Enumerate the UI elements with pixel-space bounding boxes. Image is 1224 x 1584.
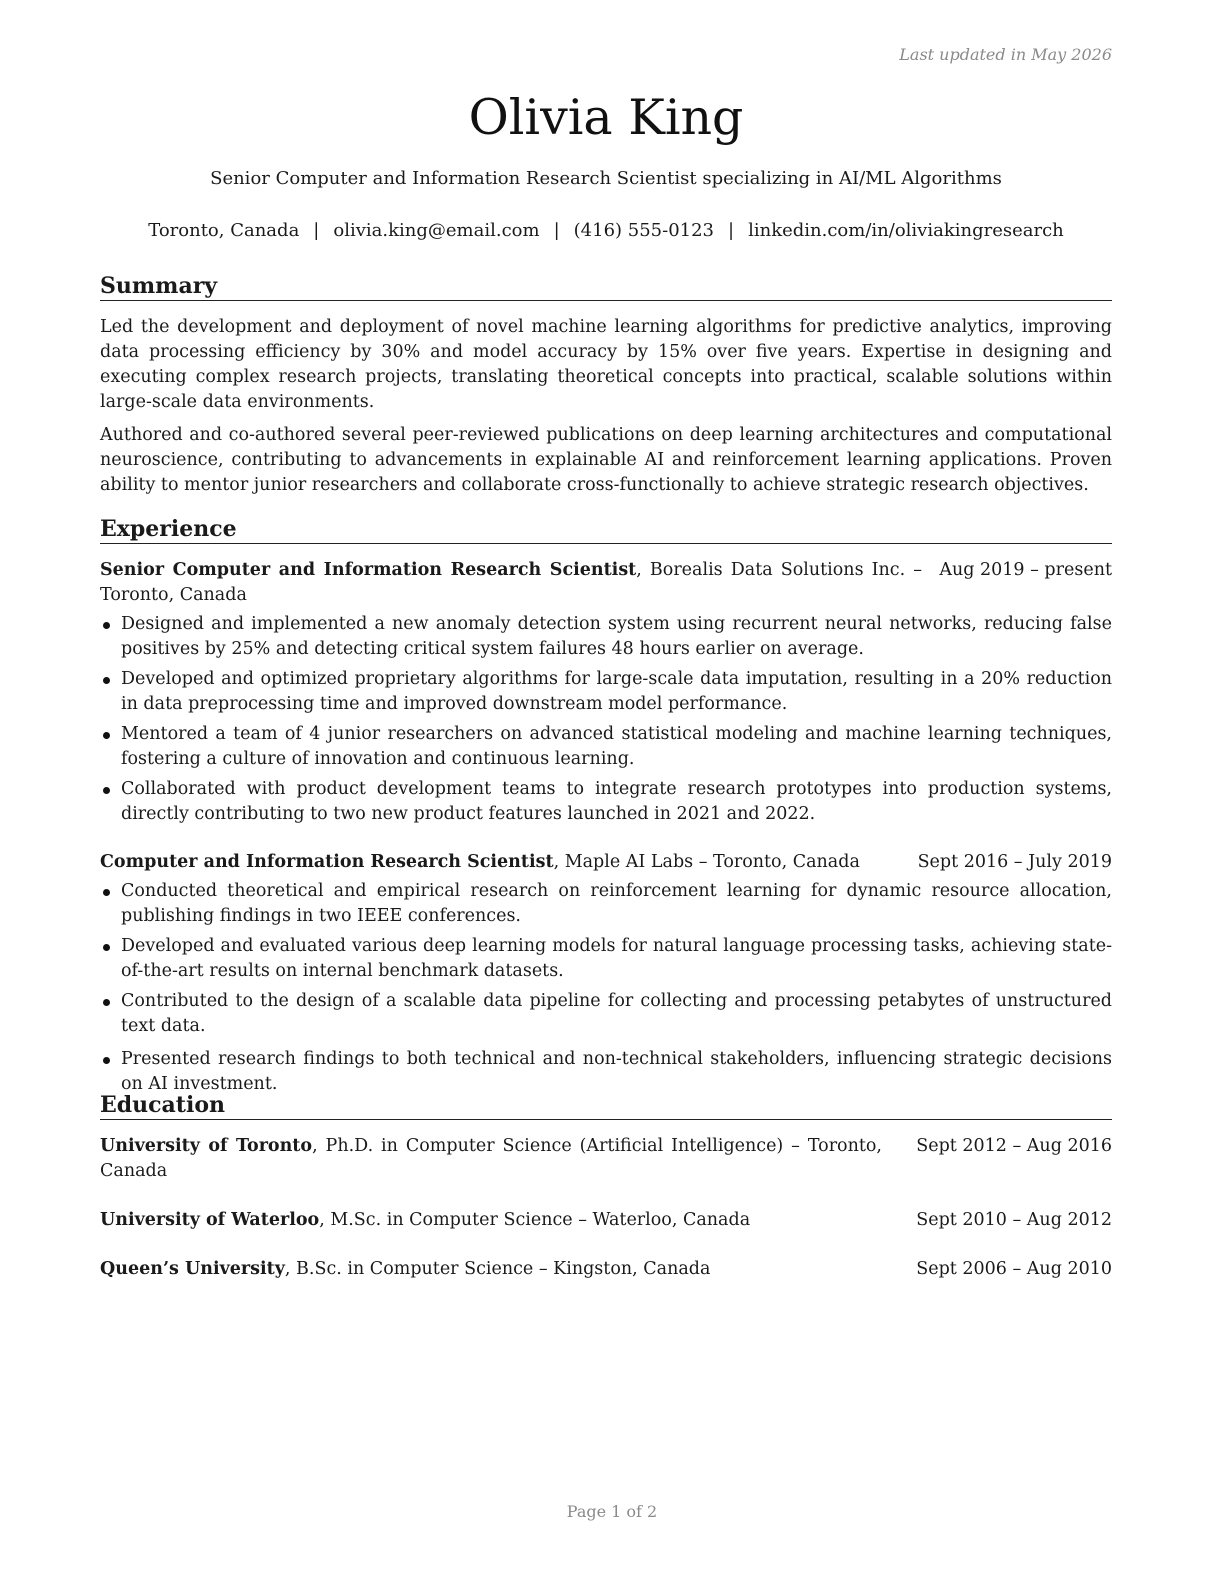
education-school: University of Waterloo (100, 1210, 320, 1230)
education-detail: , M.Sc. in Computer Science – Waterloo, Canada (319, 1210, 751, 1230)
page-number-footer: Page 1 of 2 (566, 1502, 658, 1521)
education-section (100, 1091, 1112, 1282)
list-item: Conducted theoretical and empirical research on reinforcement learning for dynamic resource allocation, publishing findings in two IEEE conferences. (100, 879, 1112, 929)
bullet-dot-icon (103, 732, 110, 739)
summary-paragraph: Led the development and deployment of novel machine learning algorithms for predictive analytics, improving data processing efficiency by 30% and model accuracy by 15% over five years. Expertise in designing and executing complex research projects, translating theoretical concepts into practical, scalable solutions within large-scale data environments. (100, 317, 1112, 412)
contact-location: Toronto, Canada (148, 220, 300, 241)
education-dates: Sept 2012 – Aug 2016 (916, 1136, 1112, 1156)
job-bullets (100, 879, 1112, 1097)
job-entry (100, 850, 1112, 1097)
job-entry (100, 558, 1112, 827)
bullet-dot-icon (103, 944, 110, 951)
contact-phone[interactable]: (416) 555-0123 (573, 220, 715, 241)
education-detail: , Ph.D. in Computer Science (Artificial Intelligence) – Toronto, Canada (100, 1136, 882, 1181)
candidate-name: Olivia King (468, 89, 744, 146)
bullet-dot-icon (103, 889, 110, 896)
education-school: University of Toronto (100, 1136, 313, 1156)
education-school: Queen’s University (100, 1259, 285, 1279)
job-org: , Borealis Data Solutions Inc. – Toronto, Canada (100, 560, 922, 605)
list-item: Contributed to the design of a scalable data pipeline for collecting and processing petabytes of unstructured text data. (100, 989, 1112, 1039)
list-item: Developed and evaluated various deep learning models for natural language processing tasks, achieving state-of-the-art results on internal benchmark datasets. (100, 934, 1112, 984)
section-title-experience: Experience (100, 515, 1112, 544)
experience-section (100, 515, 1112, 1097)
bullet-dot-icon (103, 1057, 110, 1064)
list-item: Designed and implemented a new anomaly detection system using recurrent neural networks, reducing false positives by 25% and detecting critical system failures 48 hours earlier on average. (100, 612, 1112, 662)
bullet-dot-icon (103, 622, 110, 629)
job-heading (100, 558, 1112, 608)
section-title-education: Education (100, 1091, 1112, 1120)
education-entry (100, 1208, 1112, 1233)
bullet-dot-icon (103, 999, 110, 1006)
job-bullets (100, 612, 1112, 827)
last-updated-note: Last updated in May 2026 (899, 45, 1112, 64)
job-heading (100, 850, 1112, 875)
education-dates: Sept 2006 – Aug 2010 (916, 1259, 1112, 1279)
education-entry (100, 1257, 1112, 1282)
job-role: Computer and Information Research Scientist (100, 852, 554, 872)
education-detail: , B.Sc. in Computer Science – Kingston, Canada (284, 1259, 711, 1279)
contact-separator: | (313, 220, 320, 241)
job-org: , Maple AI Labs – Toronto, Canada (553, 852, 860, 872)
education-dates: Sept 2010 – Aug 2012 (916, 1210, 1112, 1230)
list-item: Collaborated with product development teams to integrate research prototypes into production systems, directly contributing to two new product features launched in 2021 and 2022. (100, 777, 1112, 827)
summary-paragraph: Authored and co-authored several peer-reviewed publications on deep learning architectures and computational neuroscience, contributing to advancements in explainable AI and reinforcement learning applications. Proven ability to mentor junior researchers and collaborate cross-functionally to achieve strategic research objectives. (100, 425, 1112, 495)
job-role: Senior Computer and Information Research Scientist (100, 560, 637, 580)
bullet-dot-icon (103, 677, 110, 684)
summary-section (100, 272, 1112, 498)
contact-line (100, 219, 1112, 243)
contact-separator: | (728, 220, 735, 241)
list-item: Presented research findings to both technical and non-technical stakeholders, influencing strategic decisions on AI investment. (100, 1047, 1112, 1097)
contact-separator: | (553, 220, 560, 241)
bullet-dot-icon (103, 787, 110, 794)
list-item: Developed and optimized proprietary algorithms for large-scale data imputation, resulting in a 20% reduction in data preprocessing time and improved downstream model performance. (100, 667, 1112, 717)
contact-linkedin-link[interactable]: linkedin.com/in/oliviakingresearch (748, 220, 1064, 241)
job-dates: Aug 2019 – present (931, 558, 1112, 583)
education-entry (100, 1134, 1112, 1184)
section-title-summary: Summary (100, 272, 1112, 301)
job-dates: Sept 2016 – July 2019 (910, 850, 1112, 875)
candidate-headline: Senior Computer and Information Research Scientist specializing in AI/ML Algorithms (210, 168, 1002, 189)
list-item: Mentored a team of 4 junior researchers on advanced statistical modeling and machine learning techniques, fostering a culture of innovation and continuous learning. (100, 722, 1112, 772)
contact-email-link[interactable]: olivia.king@email.com (333, 220, 540, 241)
